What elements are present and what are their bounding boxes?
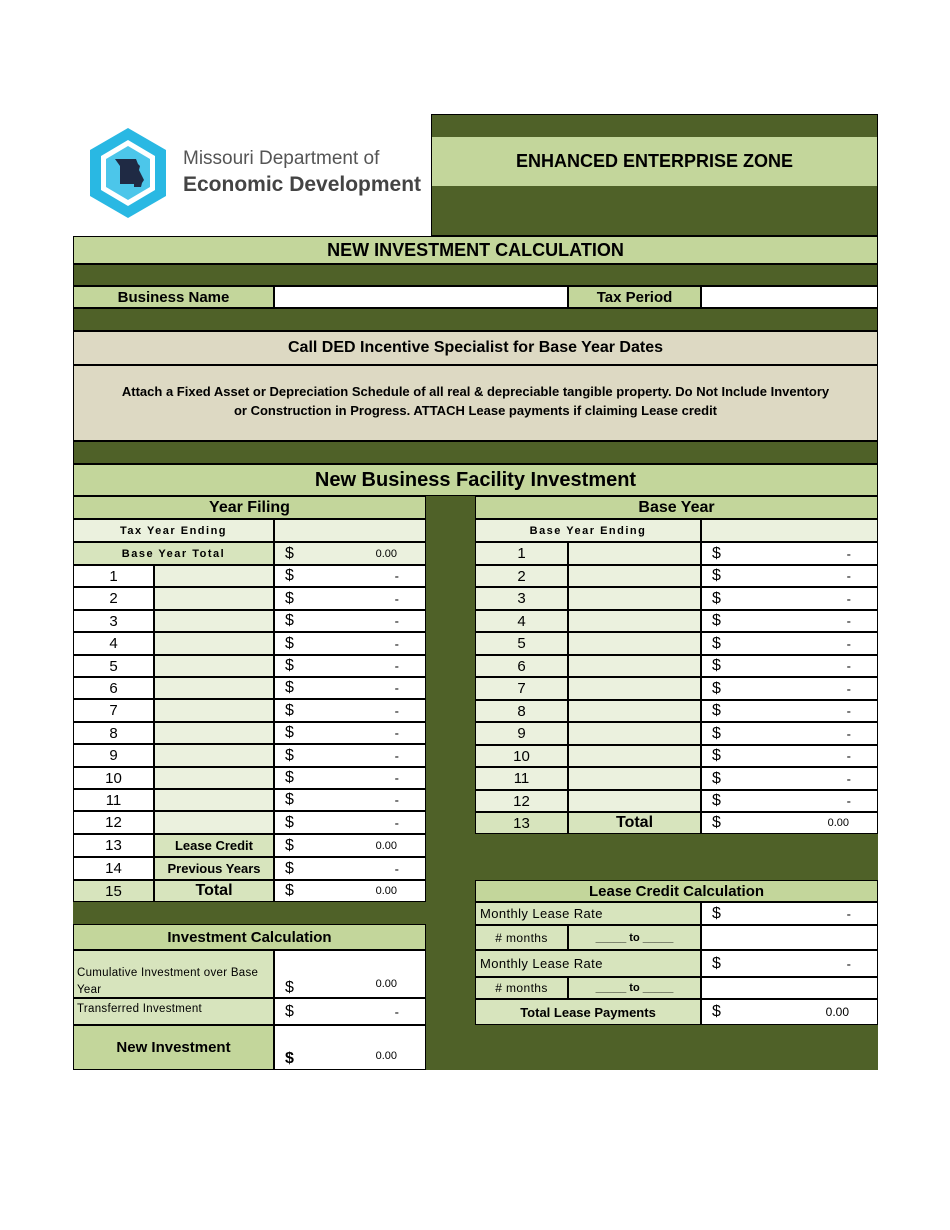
dollar-sign: $ — [712, 814, 721, 831]
lease-credit-value — [274, 834, 426, 857]
amount: - — [394, 636, 399, 651]
row-date-input[interactable] — [568, 655, 701, 677]
zone-title: ENHANCED ENTERPRISE ZONE — [432, 137, 877, 186]
right-lower-band — [475, 834, 878, 880]
row-date-input[interactable] — [568, 542, 701, 565]
row-number: 2 — [475, 565, 568, 587]
org-name-line2: Economic Development — [183, 173, 422, 196]
amount: 0.00 — [827, 817, 849, 829]
amount: - — [394, 591, 399, 606]
row-amount[interactable] — [274, 811, 426, 834]
form-title: NEW INVESTMENT CALCULATION — [73, 236, 878, 264]
transferred-label — [73, 998, 274, 1025]
row-date-input[interactable] — [154, 632, 274, 655]
amount: - — [394, 861, 399, 876]
row-amount[interactable] — [274, 722, 426, 744]
amount: 0.00 — [375, 1050, 397, 1062]
row-number: 9 — [475, 722, 568, 745]
row-number: 3 — [475, 587, 568, 610]
row-number: 11 — [475, 767, 568, 790]
filing-total-num: 15 — [73, 880, 154, 902]
row-date-input[interactable] — [154, 767, 274, 789]
amount: 0.00 — [375, 547, 397, 560]
dollar-sign: $ — [285, 813, 294, 831]
row-number: 1 — [73, 565, 154, 587]
amount: - — [846, 568, 851, 584]
row-amount[interactable] — [274, 789, 426, 811]
row-number: 8 — [73, 722, 154, 744]
row-date-input[interactable] — [568, 677, 701, 700]
amount: - — [846, 636, 851, 651]
dollar-sign: $ — [285, 791, 294, 808]
row-amount[interactable] — [274, 699, 426, 722]
row-amount[interactable] — [274, 655, 426, 677]
dollar-sign: $ — [285, 701, 294, 719]
tax-period-input[interactable] — [701, 286, 878, 308]
row-number: 4 — [475, 610, 568, 632]
dollar-sign: $ — [712, 724, 721, 742]
dollar-sign: $ — [285, 1050, 294, 1067]
row-date-input[interactable] — [154, 699, 274, 722]
row-amount[interactable] — [274, 677, 426, 699]
row-date-input[interactable] — [154, 722, 274, 744]
months-label-2: # months — [475, 977, 568, 999]
amount: - — [394, 1004, 399, 1019]
dollar-sign: $ — [712, 1003, 721, 1020]
right-bottom-band — [475, 1025, 878, 1070]
row-amount[interactable] — [701, 587, 878, 610]
lease-calc-title: Lease Credit Calculation — [475, 880, 878, 902]
dollar-sign: $ — [712, 634, 721, 652]
amount: - — [846, 906, 851, 921]
monthly-lease-rate-label-2: Monthly Lease Rate — [475, 950, 701, 977]
base-year-total-label: Base Year Total — [73, 542, 274, 565]
base-year-ending-label: Base Year Ending — [475, 519, 701, 542]
dollar-sign: $ — [285, 724, 294, 741]
lease-credit-num: 13 — [73, 834, 154, 857]
monthly-lease-rate-value-2[interactable] — [701, 950, 878, 977]
amount: - — [846, 793, 851, 809]
amount: - — [394, 658, 399, 674]
business-name-input[interactable] — [274, 286, 568, 308]
row-date-input[interactable] — [154, 610, 274, 632]
dollar-sign: $ — [285, 859, 294, 877]
investment-calc-title: Investment Calculation — [73, 924, 426, 950]
total-lease-payments-value — [701, 999, 878, 1025]
dollar-sign: $ — [285, 882, 294, 899]
amount: - — [846, 703, 851, 719]
row-amount[interactable] — [701, 767, 878, 790]
dollar-sign: $ — [712, 567, 721, 584]
months-range-1[interactable]: _____ to _____ — [568, 925, 701, 950]
dollar-sign: $ — [285, 679, 294, 696]
row-number: 7 — [475, 677, 568, 700]
row-amount[interactable] — [274, 565, 426, 587]
dollar-sign: $ — [712, 702, 721, 719]
amount: - — [394, 792, 399, 808]
dollar-sign: $ — [285, 979, 294, 996]
business-name-label: Business Name — [73, 286, 274, 308]
amount: - — [846, 726, 851, 741]
cumulative-label-text: Cumulative Investment over Base Year — [77, 967, 259, 996]
amount: - — [394, 613, 399, 629]
row-amount[interactable] — [701, 632, 878, 655]
filing-total-label: Total — [154, 880, 274, 902]
dollar-sign: $ — [285, 589, 294, 607]
left-gap-band — [73, 902, 426, 924]
row-number: 1 — [475, 542, 568, 565]
dollar-sign: $ — [285, 612, 294, 629]
dollar-sign: $ — [285, 657, 294, 674]
base-year-total-value — [274, 542, 426, 565]
row-number: 9 — [73, 744, 154, 767]
amount: - — [846, 591, 851, 606]
divider-band — [73, 441, 878, 464]
dollar-sign: $ — [712, 792, 721, 809]
row-date-input[interactable] — [154, 587, 274, 610]
row-date-input[interactable] — [568, 745, 701, 767]
section-title: New Business Facility Investment — [73, 464, 878, 496]
dollar-sign: $ — [712, 657, 721, 674]
row-date-input[interactable] — [568, 632, 701, 655]
row-amount[interactable] — [701, 677, 878, 700]
row-number: 12 — [73, 811, 154, 834]
dollar-sign: $ — [712, 544, 721, 562]
org-name-line1: Missouri Department of — [183, 148, 380, 169]
dollar-sign: $ — [285, 769, 294, 786]
row-date-input[interactable] — [154, 677, 274, 699]
amount: 0.00 — [375, 839, 397, 852]
logo — [88, 126, 168, 220]
divider-band — [73, 264, 878, 286]
amount: 0.00 — [375, 885, 397, 897]
monthly-lease-rate-label-1: Monthly Lease Rate — [475, 902, 701, 925]
row-amount[interactable] — [274, 610, 426, 632]
row-amount[interactable] — [701, 542, 878, 565]
attach-notice-line1: Attach a Fixed Asset or Depreciation Schedule of all real & depreciable tangible property. Do Not Include Inventory — [121, 384, 830, 399]
base-year-title: Base Year — [475, 496, 878, 519]
row-number: 11 — [73, 789, 154, 811]
row-date-input[interactable] — [568, 565, 701, 587]
total-lease-payments-label: Total Lease Payments — [475, 999, 701, 1025]
row-date-input[interactable] — [154, 565, 274, 587]
monthly-lease-rate-value-1[interactable] — [701, 902, 878, 925]
amount: - — [846, 748, 851, 764]
tax-year-ending-label: Tax Year Ending — [73, 519, 274, 542]
dollar-sign: $ — [712, 769, 721, 787]
year-filing-title: Year Filing — [73, 496, 426, 519]
row-number: 6 — [73, 677, 154, 699]
row-date-input[interactable] — [154, 744, 274, 767]
amount: - — [846, 956, 851, 971]
amount: - — [846, 658, 851, 674]
amount: - — [846, 613, 851, 629]
row-date-input[interactable] — [568, 722, 701, 745]
amount: 0.00 — [825, 1005, 849, 1019]
row-number: 6 — [475, 655, 568, 677]
months-label-1: # months — [475, 925, 568, 950]
row-amount[interactable] — [701, 722, 878, 745]
months-range-2[interactable]: _____ to _____ — [568, 977, 701, 999]
dollar-sign: $ — [285, 634, 294, 652]
row-amount[interactable] — [274, 767, 426, 789]
amount: - — [846, 771, 851, 786]
dollar-sign: $ — [712, 612, 721, 629]
row-number: 5 — [475, 632, 568, 655]
dollar-sign: $ — [712, 589, 721, 607]
amount: - — [394, 748, 399, 763]
row-date-input[interactable] — [568, 610, 701, 632]
previous-years-label: Previous Years — [154, 857, 274, 880]
row-amount[interactable] — [701, 565, 878, 587]
months-value-2[interactable] — [701, 977, 878, 999]
row-date-input[interactable] — [568, 587, 701, 610]
new-investment-label: New Investment — [73, 1025, 274, 1070]
amount: - — [394, 815, 399, 830]
dollar-sign: $ — [285, 746, 294, 764]
previous-years-value — [274, 857, 426, 880]
row-amount[interactable] — [701, 610, 878, 632]
base-year-ending-input[interactable] — [701, 519, 878, 542]
row-number: 3 — [73, 610, 154, 632]
call-notice: Call DED Incentive Specialist for Base Year Dates — [73, 331, 878, 365]
base-total-value — [701, 812, 878, 834]
row-amount[interactable] — [701, 655, 878, 677]
amount: - — [846, 681, 851, 696]
row-date-input[interactable] — [154, 789, 274, 811]
tax-period-label: Tax Period — [568, 286, 701, 308]
row-amount[interactable] — [274, 632, 426, 655]
amount: - — [846, 546, 851, 561]
new-investment-value — [274, 1025, 426, 1070]
amount: - — [394, 568, 399, 584]
amount: 0.00 — [375, 978, 397, 990]
missouri-logo-icon — [88, 126, 168, 220]
dollar-sign: $ — [285, 1002, 294, 1020]
row-number: 7 — [73, 699, 154, 722]
amount: - — [394, 680, 399, 696]
base-total-label: Total — [568, 812, 701, 834]
row-amount[interactable] — [701, 700, 878, 722]
row-amount[interactable] — [701, 745, 878, 767]
dollar-sign: $ — [712, 679, 721, 697]
middle-gap-band — [426, 496, 475, 1070]
dollar-sign: $ — [712, 954, 721, 972]
divider-band — [73, 308, 878, 331]
row-amount[interactable] — [701, 790, 878, 812]
base-total-num: 13 — [475, 812, 568, 834]
dollar-sign: $ — [712, 904, 721, 922]
row-number: 2 — [73, 587, 154, 610]
row-number: 10 — [475, 745, 568, 767]
amount: - — [394, 770, 399, 786]
row-date-input[interactable] — [154, 811, 274, 834]
attach-notice-line2: or Construction in Progress. ATTACH Lease payments if claiming Lease credit — [233, 403, 718, 418]
dollar-sign: $ — [712, 747, 721, 764]
previous-years-num: 14 — [73, 857, 154, 880]
row-date-input[interactable] — [154, 655, 274, 677]
months-value-1[interactable] — [701, 925, 878, 950]
row-number: 12 — [475, 790, 568, 812]
row-number: 4 — [73, 632, 154, 655]
cumulative-label — [73, 950, 274, 998]
filing-total-value — [274, 880, 426, 902]
transferred-label-text: Transferred Investment — [77, 1003, 203, 1015]
row-number: 10 — [73, 767, 154, 789]
transferred-value — [274, 998, 426, 1025]
row-amount[interactable] — [274, 587, 426, 610]
dollar-sign: $ — [285, 836, 294, 854]
amount: - — [394, 725, 399, 741]
dollar-sign: $ — [285, 567, 294, 584]
row-date-input[interactable] — [568, 700, 701, 722]
cumulative-value — [274, 950, 426, 998]
dollar-sign: $ — [285, 544, 294, 562]
tax-year-ending-input[interactable] — [274, 519, 426, 542]
row-date-input[interactable] — [568, 790, 701, 812]
row-number: 8 — [475, 700, 568, 722]
lease-credit-label: Lease Credit — [154, 834, 274, 857]
row-number: 5 — [73, 655, 154, 677]
row-date-input[interactable] — [568, 767, 701, 790]
amount: - — [394, 703, 399, 718]
row-amount[interactable] — [274, 744, 426, 767]
